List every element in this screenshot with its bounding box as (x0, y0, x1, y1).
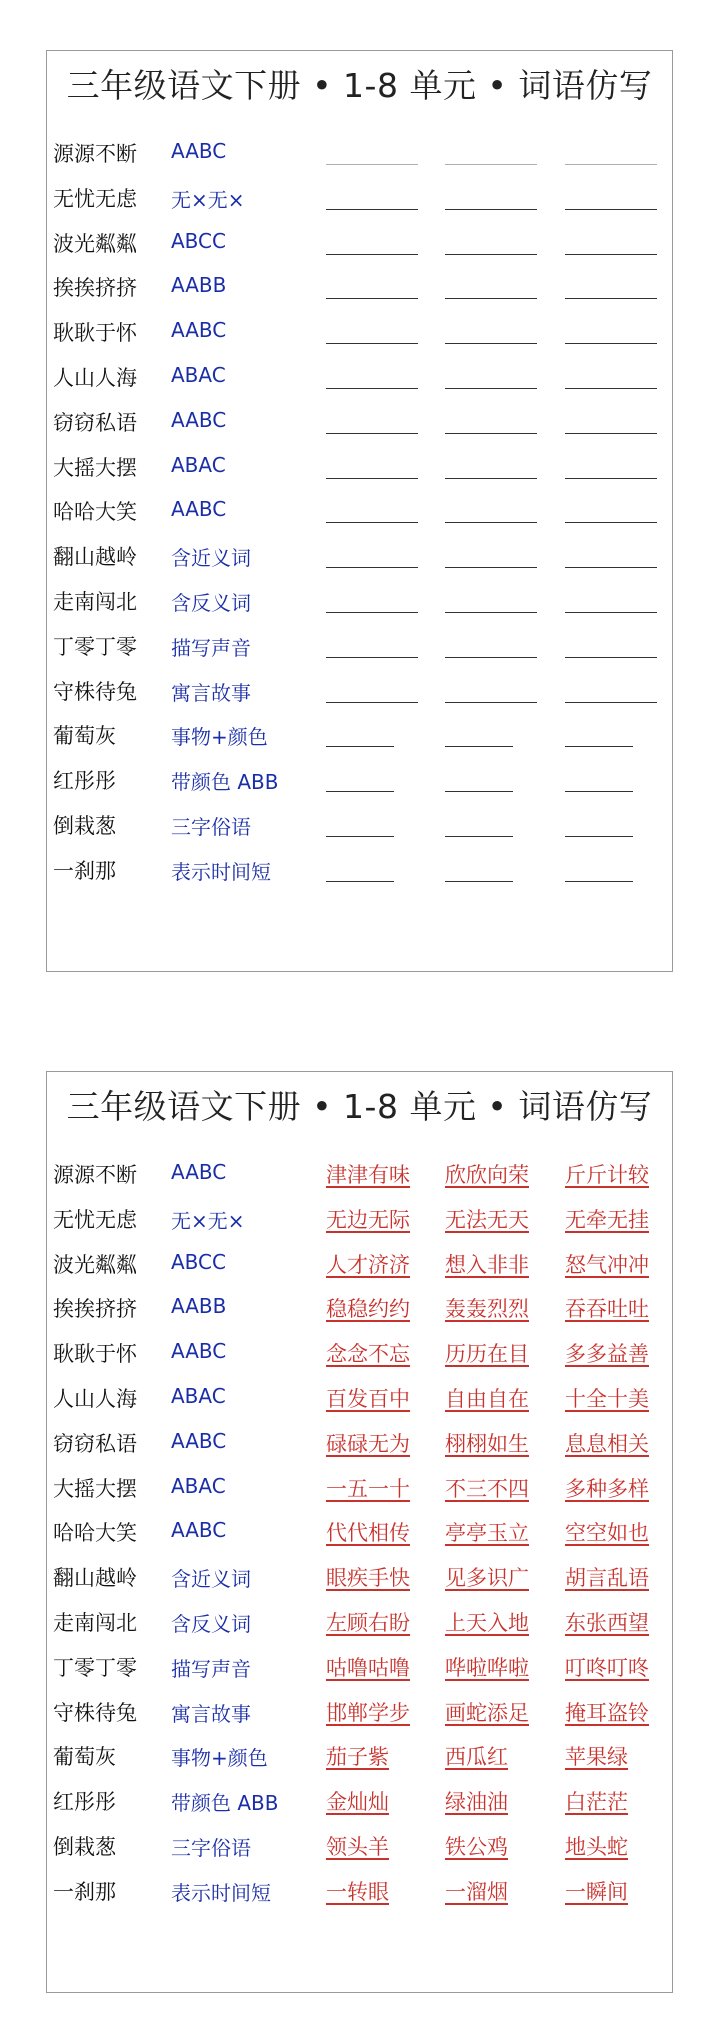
word-pattern: AABB (171, 273, 227, 298)
exercise-row (47, 534, 672, 579)
answer-row (47, 1466, 672, 1511)
answer-blank[interactable] (565, 702, 657, 703)
answer-word: 叮咚叮咚 (565, 1655, 649, 1680)
example-word: 倒栽葱 (53, 813, 116, 838)
word-pattern: AABC (171, 1518, 227, 1543)
word-pattern: 含近义词 (171, 1567, 251, 1592)
answer-word: 茄子紫 (326, 1745, 389, 1770)
answer-word: 白茫茫 (565, 1790, 628, 1815)
answer-word: 空空如也 (565, 1521, 649, 1546)
word-pattern: ABAC (171, 362, 226, 387)
exercise-row (47, 221, 672, 266)
answer-blank[interactable] (445, 388, 537, 389)
word-pattern: AABC (171, 1160, 227, 1184)
word-pattern: 含反义词 (171, 1611, 251, 1636)
answer-blank[interactable] (445, 522, 537, 523)
word-pattern: AABC (171, 1428, 227, 1453)
answer-list (47, 1152, 672, 1914)
word-pattern: 寓言故事 (171, 680, 251, 705)
answer-word: 一五一十 (326, 1476, 410, 1501)
answer-word: 人才济济 (326, 1252, 410, 1277)
answer-word: 东张西望 (565, 1610, 649, 1635)
answer-blank[interactable] (445, 478, 537, 479)
example-word: 窃窃私语 (53, 1431, 137, 1456)
example-word: 波光粼粼 (53, 1252, 137, 1277)
exercise-row (47, 758, 672, 803)
example-word: 红彤彤 (53, 1790, 116, 1815)
answer-blank[interactable] (445, 612, 537, 613)
example-word: 走南闯北 (53, 1610, 137, 1635)
exercise-row (47, 355, 672, 400)
answer-blank[interactable] (445, 343, 537, 344)
answer-blank[interactable] (445, 702, 537, 703)
answer-word: 西瓜红 (445, 1745, 508, 1770)
example-word: 守株待兔 (53, 679, 137, 704)
word-pattern: AABC (171, 1339, 227, 1364)
answer-word: 无牵无挂 (565, 1207, 649, 1232)
word-pattern: 寓言故事 (171, 1701, 251, 1726)
example-word: 红彤彤 (53, 769, 116, 794)
exercise-row (47, 176, 672, 221)
answer-blank[interactable] (326, 164, 418, 165)
answer-word: 苹果绿 (565, 1745, 628, 1770)
answer-blank[interactable] (565, 254, 657, 255)
example-word: 丁零丁零 (53, 634, 137, 659)
answer-word: 左顾右盼 (326, 1610, 410, 1635)
answer-word: 邯郸学步 (326, 1700, 410, 1725)
answer-blank[interactable] (445, 433, 537, 434)
example-word: 翻山越岭 (53, 545, 137, 570)
exercise-row (47, 803, 672, 848)
answer-blank[interactable] (565, 433, 657, 434)
answer-blank[interactable] (445, 567, 537, 568)
answer-word: 念念不忘 (326, 1342, 410, 1367)
worksheet-blank (46, 50, 673, 972)
word-pattern: 三字俗语 (171, 1835, 251, 1860)
answer-word: 想入非非 (445, 1252, 529, 1277)
word-pattern: 事物+颜色 (171, 1746, 268, 1771)
answer-word: 绿油油 (445, 1790, 508, 1815)
example-word: 耿耿于怀 (53, 321, 137, 346)
answer-word: 欣欣向荣 (445, 1163, 529, 1187)
word-pattern: ABCC (171, 228, 226, 253)
answer-word: 画蛇添足 (445, 1700, 529, 1725)
answer-blank[interactable] (565, 881, 633, 882)
answer-row (47, 1286, 672, 1331)
exercise-row (47, 669, 672, 714)
example-word: 挨挨挤挤 (53, 276, 137, 301)
exercise-row (47, 489, 672, 534)
answer-blank[interactable] (445, 881, 513, 882)
answer-blank[interactable] (565, 343, 657, 344)
exercise-row (47, 131, 672, 176)
answer-word: 碌碌无为 (326, 1431, 410, 1456)
exercise-list (47, 131, 672, 893)
example-word: 倒栽葱 (53, 1834, 116, 1859)
answer-blank[interactable] (326, 209, 418, 210)
answer-blank[interactable] (326, 343, 418, 344)
answer-blank[interactable] (326, 298, 418, 299)
word-pattern: 无×无× (171, 187, 245, 212)
answer-blank[interactable] (565, 209, 657, 210)
word-pattern: 表示时间短 (171, 859, 271, 884)
answer-blank[interactable] (326, 746, 394, 747)
answer-blank[interactable] (565, 612, 657, 613)
answer-row (47, 1376, 672, 1421)
exercise-row (47, 310, 672, 355)
answer-word: 吞吞吐吐 (565, 1297, 649, 1322)
answer-word: 金灿灿 (326, 1790, 389, 1815)
exercise-row (47, 445, 672, 490)
answer-word: 历历在目 (445, 1342, 529, 1367)
example-word: 大摇大摆 (53, 1476, 137, 1501)
word-pattern: 含反义词 (171, 590, 251, 615)
example-word: 一刹那 (53, 1879, 116, 1904)
word-pattern: 带颜色 ABB (171, 1791, 279, 1816)
answer-word: 栩栩如生 (445, 1431, 529, 1456)
example-word: 葡萄灰 (53, 724, 116, 749)
answer-blank[interactable] (326, 478, 418, 479)
answer-blank[interactable] (326, 433, 418, 434)
answer-word: 哗啦哗啦 (445, 1655, 529, 1680)
answer-blank[interactable] (326, 657, 418, 658)
answer-blank[interactable] (326, 522, 418, 523)
worksheet-title: 三年级语文下册 • 1-8 单元 • 词语仿写 (66, 1087, 653, 1126)
answer-word: 津津有味 (326, 1163, 410, 1187)
example-word: 走南闯北 (53, 589, 137, 614)
answer-row (47, 1734, 672, 1779)
answer-word: 咕噜咕噜 (326, 1655, 410, 1680)
answer-word: 多多益善 (565, 1342, 649, 1367)
example-word: 窃窃私语 (53, 410, 137, 435)
answer-blank[interactable] (445, 164, 537, 165)
example-word: 波光粼粼 (53, 231, 137, 256)
exercise-row (47, 579, 672, 624)
example-word: 源源不断 (53, 1163, 137, 1187)
answer-word: 见多识广 (445, 1566, 529, 1591)
answer-word: 怒气冲冲 (565, 1252, 649, 1277)
exercise-row (47, 713, 672, 758)
answer-blank[interactable] (326, 791, 394, 792)
answer-blank[interactable] (326, 881, 394, 882)
answer-blank[interactable] (326, 612, 418, 613)
answer-word: 无法无天 (445, 1207, 529, 1232)
answer-row (47, 1197, 672, 1242)
answer-blank[interactable] (326, 254, 418, 255)
answer-word: 胡言乱语 (565, 1566, 649, 1591)
answer-blank[interactable] (565, 657, 657, 658)
answer-row (47, 1645, 672, 1690)
answer-word: 稳稳约约 (326, 1297, 410, 1322)
example-word: 无忧无虑 (53, 1207, 137, 1232)
example-word: 葡萄灰 (53, 1745, 116, 1770)
exercise-row (47, 848, 672, 893)
example-word: 丁零丁零 (53, 1655, 137, 1680)
answer-blank[interactable] (565, 478, 657, 479)
word-pattern: ABAC (171, 1383, 226, 1408)
example-word: 人山人海 (53, 365, 137, 390)
answer-blank[interactable] (326, 702, 418, 703)
answer-blank[interactable] (445, 254, 537, 255)
answer-blank[interactable] (326, 388, 418, 389)
word-pattern: 表示时间短 (171, 1880, 271, 1905)
answer-word: 自由自在 (445, 1386, 529, 1411)
answer-blank[interactable] (445, 298, 537, 299)
exercise-row (47, 624, 672, 669)
answer-row (47, 1600, 672, 1645)
answer-blank[interactable] (326, 567, 418, 568)
answer-blank[interactable] (565, 836, 633, 837)
answer-blank[interactable] (445, 746, 513, 747)
word-pattern: ABAC (171, 452, 226, 477)
answer-word: 上天入地 (445, 1610, 529, 1635)
answer-word: 轰轰烈烈 (445, 1297, 529, 1322)
exercise-row (47, 265, 672, 310)
word-pattern: AABB (171, 1294, 227, 1319)
answer-blank[interactable] (565, 298, 657, 299)
answer-blank[interactable] (445, 836, 513, 837)
answer-word: 一溜烟 (445, 1879, 508, 1904)
answer-row (47, 1869, 672, 1914)
answer-blank[interactable] (445, 791, 513, 792)
worksheet-answers (46, 1071, 673, 1993)
answer-blank[interactable] (565, 567, 657, 568)
answer-blank[interactable] (565, 791, 633, 792)
answer-row (47, 1555, 672, 1600)
answer-word: 眼疾手快 (326, 1566, 410, 1591)
word-pattern: ABCC (171, 1249, 226, 1274)
answer-word: 斤斤计较 (565, 1163, 649, 1187)
worksheet-title: 三年级语文下册 • 1-8 单元 • 词语仿写 (66, 66, 653, 105)
example-word: 大摇大摆 (53, 455, 137, 480)
answer-row (47, 1331, 672, 1376)
example-word: 无忧无虑 (53, 186, 137, 211)
word-pattern: 无×无× (171, 1208, 245, 1233)
answer-word: 息息相关 (565, 1431, 649, 1456)
word-pattern: AABC (171, 139, 227, 163)
answer-word: 多种多样 (565, 1476, 649, 1501)
answer-row (47, 1242, 672, 1287)
answer-word: 地头蛇 (565, 1834, 628, 1859)
word-pattern: 描写声音 (171, 635, 251, 660)
answer-blank[interactable] (565, 522, 657, 523)
example-word: 守株待兔 (53, 1700, 137, 1725)
answer-word: 百发百中 (326, 1386, 410, 1411)
answer-row (47, 1779, 672, 1824)
answer-row (47, 1421, 672, 1466)
word-pattern: 三字俗语 (171, 814, 251, 839)
word-pattern: 描写声音 (171, 1656, 251, 1681)
answer-word: 无边无际 (326, 1207, 410, 1232)
answer-blank[interactable] (326, 836, 394, 837)
answer-word: 领头羊 (326, 1834, 389, 1859)
example-word: 一刹那 (53, 858, 116, 883)
example-word: 人山人海 (53, 1386, 137, 1411)
answer-row (47, 1824, 672, 1869)
answer-word: 铁公鸡 (445, 1834, 508, 1859)
example-word: 哈哈大笑 (53, 500, 137, 525)
answer-word: 一瞬间 (565, 1879, 628, 1904)
exercise-row (47, 400, 672, 445)
answer-word: 亭亭玉立 (445, 1521, 529, 1546)
answer-blank[interactable] (445, 209, 537, 210)
word-pattern: 含近义词 (171, 546, 251, 571)
word-pattern: AABC (171, 407, 227, 432)
example-word: 源源不断 (53, 142, 137, 166)
example-word: 耿耿于怀 (53, 1342, 137, 1367)
answer-word: 不三不四 (445, 1476, 529, 1501)
word-pattern: AABC (171, 497, 227, 522)
example-word: 哈哈大笑 (53, 1521, 137, 1546)
answer-blank[interactable] (565, 164, 657, 165)
answer-row (47, 1152, 672, 1197)
answer-blank[interactable] (565, 746, 633, 747)
example-word: 挨挨挤挤 (53, 1297, 137, 1322)
answer-blank[interactable] (565, 388, 657, 389)
answer-row (47, 1510, 672, 1555)
word-pattern: 事物+颜色 (171, 725, 268, 750)
answer-row (47, 1690, 672, 1735)
word-pattern: 带颜色 ABB (171, 770, 279, 795)
answer-word: 代代相传 (326, 1521, 410, 1546)
word-pattern: ABAC (171, 1473, 226, 1498)
answer-blank[interactable] (445, 657, 537, 658)
answer-word: 掩耳盗铃 (565, 1700, 649, 1725)
example-word: 翻山越岭 (53, 1566, 137, 1591)
answer-word: 十全十美 (565, 1386, 649, 1411)
answer-word: 一转眼 (326, 1879, 389, 1904)
word-pattern: AABC (171, 318, 227, 343)
